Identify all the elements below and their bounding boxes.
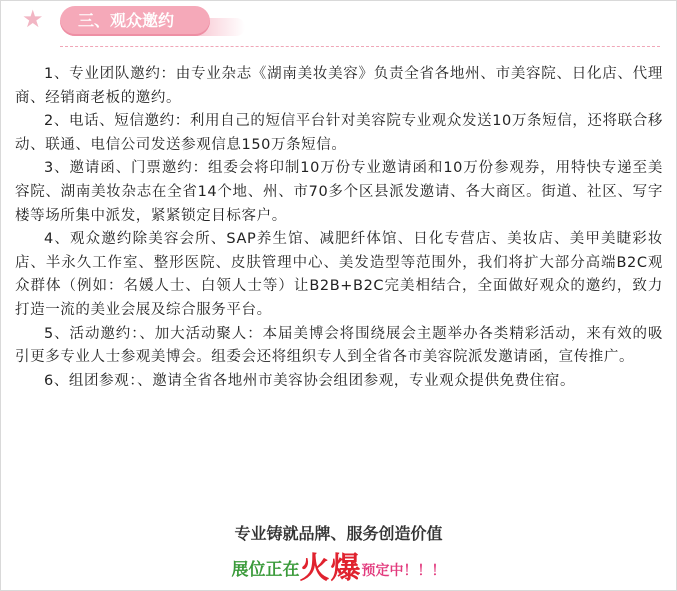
cta-part-1: 展位正在 <box>231 560 300 580</box>
star-icon: ★ <box>22 5 44 33</box>
slogan: 专业铸就品牌、服务创造价值 <box>234 524 443 543</box>
paragraph-2: 2、电话、短信邀约：利用自己的短信平台针对美容院专业观众发送10万条短信，还将联合移动、联通、电信公司发送参观信息150万条短信。 <box>15 113 663 153</box>
cta-hot-text: 火爆 <box>299 551 362 586</box>
article-body <box>15 63 663 393</box>
section-header <box>0 0 677 50</box>
section-title: 三、观众邀约 <box>60 6 210 36</box>
cta-part-3: 预定中！！！ <box>361 563 446 579</box>
paragraph-5: 5、活动邀约：、加大活动聚人：本届美博会将围绕展会主题举办各类精彩活动，来有效的吸引更多专业人士参观美博会。组委会还将组织专人到全省各市美容院派发邀请函，宣传推广。 <box>15 325 663 366</box>
paragraph-6: 6、组团参观：、邀请全省各地州市美容协会组团参观，专业观众提供免费住宿。 <box>44 372 576 389</box>
paragraph-3: 3、邀请函、门票邀约：组委会将印制10万份专业邀请函和10万份参观券，用特快专递至美容院、湖南美妆杂志在全省14个地、州、市70多个区县派发邀请、各大商区。街道、社区、写字楼等场所集中派发，紧紧锁定目标客户。 <box>15 160 663 224</box>
dashed-divider <box>60 46 660 47</box>
booking-banner <box>0 543 677 585</box>
paragraph-1: 1、专业团队邀约：由专业杂志《湖南美妆美容》负责全省各地州、市美容院、日化店、代理商、经销商老板的邀约。 <box>15 66 663 106</box>
paragraph-4: 4、观众邀约除美容会所、SAP养生馆、减肥纤体馆、日化专营店、美妆店、美甲美睫彩妆店、半永久工作室、整形医院、皮肤管理中心、美发造型等范围外，我们将扩大部分高端B2C观众群体（例如：名媛人士、白领人士等）让B2B+B2C完美相结合，全面做好观众的邀约，致力打造一流的美业会展及综合服务平台。 <box>15 231 663 318</box>
